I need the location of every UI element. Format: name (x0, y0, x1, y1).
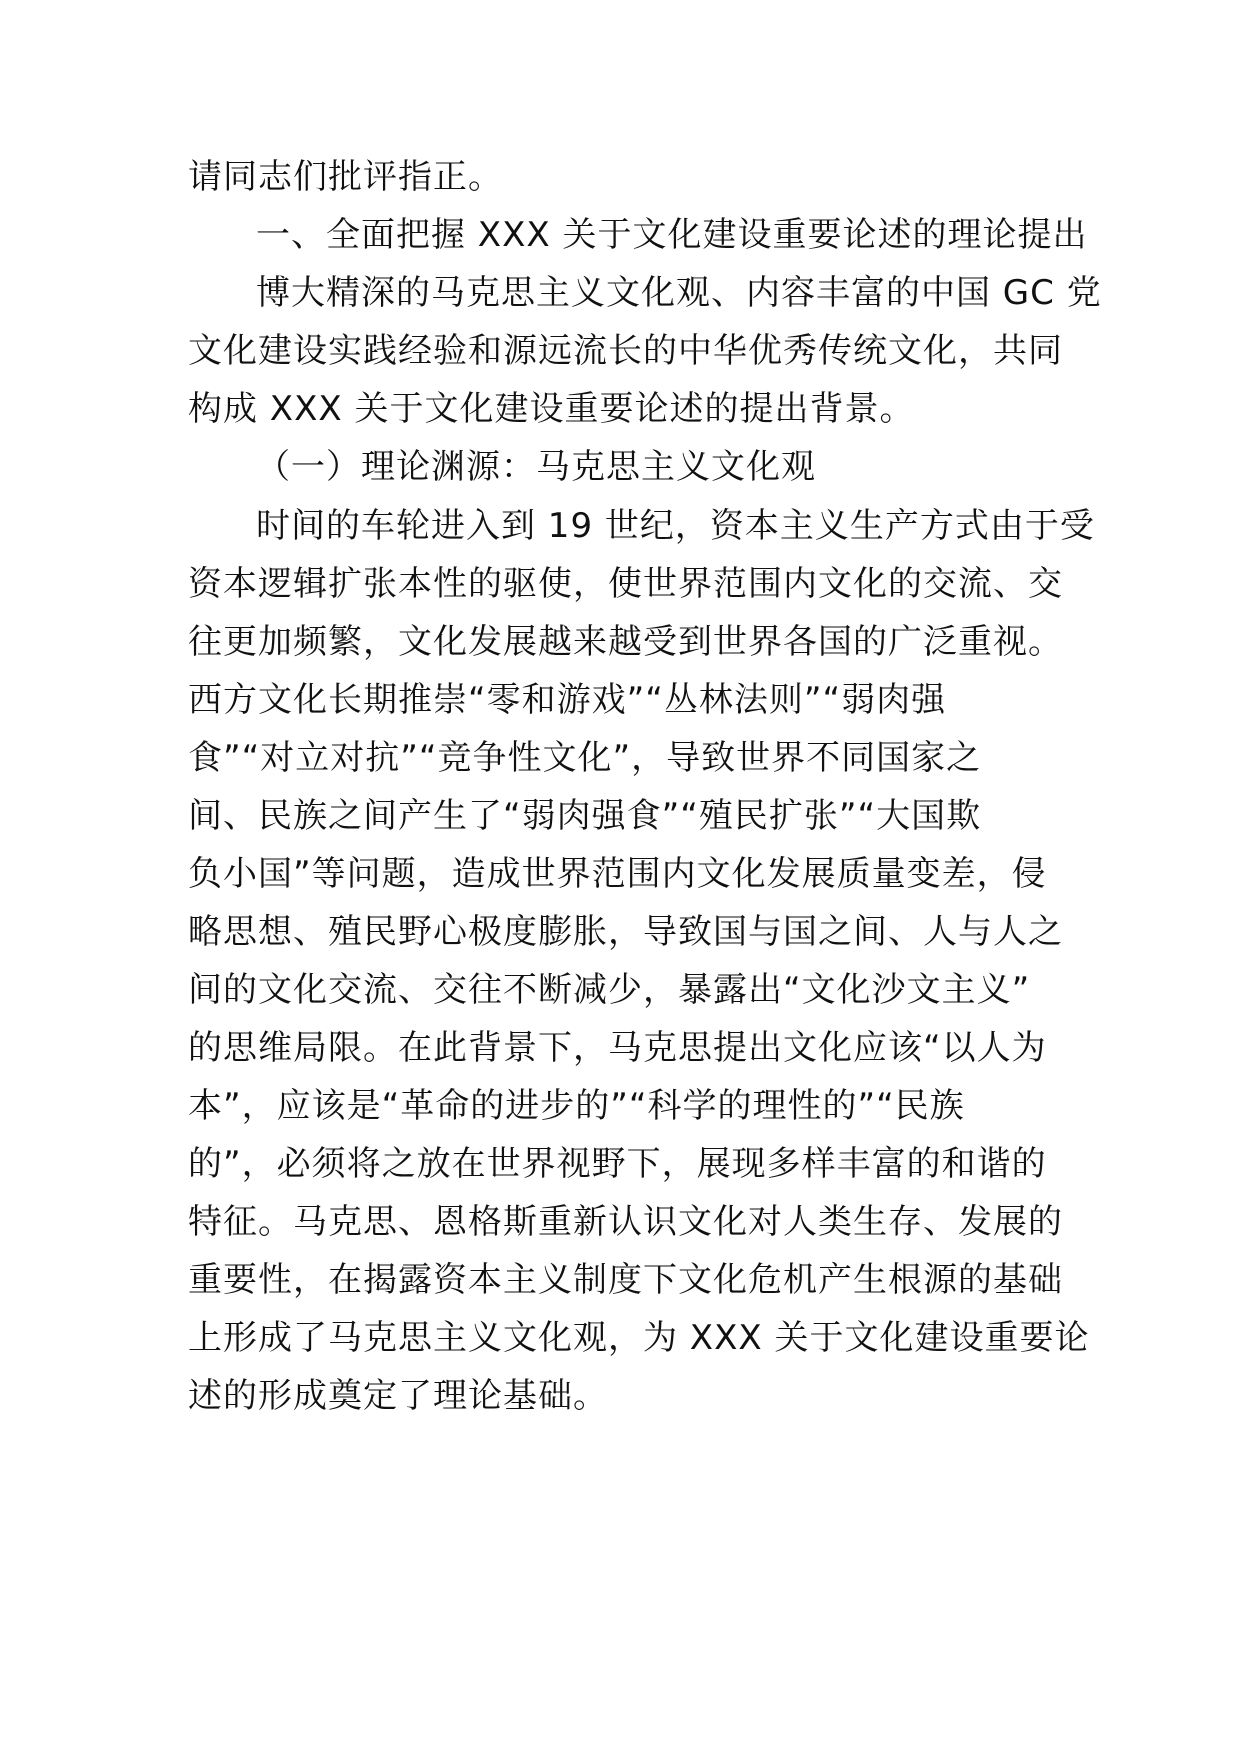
text-line: 构成 XXX 关于文化建设重要论述的提出背景。 (188, 389, 915, 429)
text-line: 间、民族之间产生了“弱肉强食”“殖民扩张”“大国欺 (188, 796, 982, 836)
text-line: 资本逻辑扩张本性的驱使，使世界范围内文化的交流、交 (188, 564, 1063, 604)
text-line: 述的形成奠定了理论基础。 (188, 1376, 608, 1416)
text-line: 特征。马克思、恩格斯重新认识文化对人类生存、发展的 (188, 1202, 1063, 1242)
text-line: 往更加频繁，文化发展越来越受到世界各国的广泛重视。 (188, 622, 1063, 662)
text-line: 略思想、殖民野心极度膨胀，导致国与国之间、人与人之 (188, 912, 1063, 952)
text-line: 文化建设实践经验和源远流长的中华优秀传统文化，共同 (188, 331, 1063, 371)
text-line: 的”，必须将之放在世界视野下，展现多样丰富的和谐的 (188, 1144, 1047, 1184)
text-line: 间的文化交流、交往不断减少，暴露出“文化沙文主义” (188, 970, 1031, 1010)
text-line: 时间的车轮进入到 19 世纪，资本主义生产方式由于受 (256, 506, 1095, 546)
section-heading: 一、全面把握 XXX 关于文化建设重要论述的理论提出 (256, 215, 1088, 255)
text-line: 上形成了马克思主义文化观，为 XXX 关于文化建设重要论 (188, 1318, 1090, 1358)
text-line: 负小国”等问题，造成世界范围内文化发展质量变差，侵 (188, 854, 1047, 894)
text-line: 重要性，在揭露资本主义制度下文化危机产生根源的基础 (188, 1260, 1063, 1300)
text-line: 博大精深的马克思主义文化观、内容丰富的中国 GC 党 (256, 273, 1102, 313)
text-line: 本”，应该是“革命的进步的”“科学的理性的”“民族 (188, 1086, 965, 1126)
text-line: 的思维局限。在此背景下，马克思提出文化应该“以人为 (188, 1028, 1047, 1068)
text-line: 西方文化长期推崇“零和游戏”“丛林法则”“弱肉强 (188, 680, 947, 720)
text-line: 请同志们批评指正。 (188, 157, 503, 197)
subsection-heading: （一）理论渊源：马克思主义文化观 (256, 447, 816, 487)
text-line: 食”“对立对抗”“竞争性文化”，导致世界不同国家之 (188, 738, 982, 778)
